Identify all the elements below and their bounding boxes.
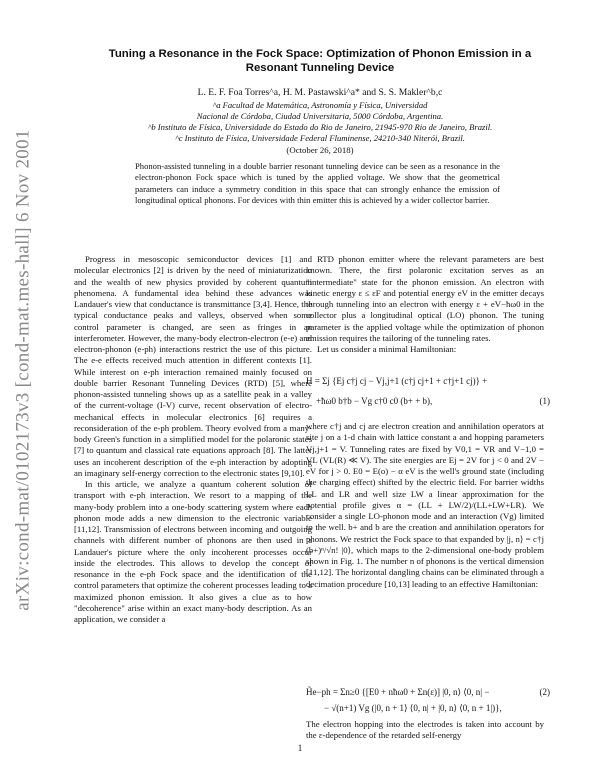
equation-2-line2: − √(n+1) Vg (|0, n + 1⟩ ⟨0, n| + |0, n⟩ ⟨0, n + 1|)},: [324, 703, 502, 713]
equation-1-line1: H = Σj {Ej c†j cj − Vj,j+1 (c†j cj+1 + c†j+1 cj)} +: [306, 376, 488, 386]
equation-1: [306, 375, 550, 415]
right-column-middle: [306, 421, 544, 590]
paper-title: [70, 47, 570, 75]
right-paragraph-1: RTD phonon emitter where the relevant parameters are best known. There, the first polaronic excitation serves as an "intermediate" state for the phonon emission. An electron with kinetic energy ε ≤ εF and potential energy eV in the emitter decays through tunneling into an electron with energy ε + eV−ħω0 in the collector plus a longitudinal optical (LO) phonon. The tuning parameter is the applied voltage while the optimization of phonon emission requires the tailoring of the tunneling rates.: [306, 254, 544, 343]
arxiv-sidebar: [6, 90, 42, 650]
affiliation-a-line2: Nacional de Córdoba, Ciudad Universitaria, 5000 Córdoba, Argentina.: [196, 111, 444, 121]
abstract: Phonon-assisted tunneling in a double barrier resonant tunneling device can be seen as a resonance in the electron-phonon Fock space which is tuned by the applied voltage. We show that the geometrical parameters can induce a symmetry condition in this space that can strongly enhance the emission of longitudinal optical phonons. For devices with thin emitter this is achieved by a wider collector barrier.: [135, 161, 500, 205]
right-paragraph-4: The electron hopping into the electrodes is taken into account by the ε-dependence of the retarded self-energy: [306, 719, 544, 741]
affiliation-a-line1: ^a Facultad de Matemática, Astronomía y Física, Universidad: [212, 100, 428, 110]
right-column-top: [306, 254, 544, 355]
equation-2: [306, 686, 550, 718]
equation-1-number: (1): [539, 396, 550, 406]
affiliation-b: ^b Instituto de Física, Universidade do Estado do Rio de Janeiro, 21945-970 Rio de Janeiro, Brazil.: [147, 122, 493, 132]
affiliation-c: ^c Instituto de Física, Universidade Federal Fluminense, 24210-340 Niterói, Brazil.: [175, 133, 465, 143]
arxiv-identifier: arXiv:cond-mat/0102173v3 [cond-mat.mes-hall] 6 Nov 2001: [13, 129, 34, 611]
equation-2-number: (2): [539, 687, 550, 697]
left-column: [74, 254, 312, 625]
right-paragraph-2: Let us consider a minimal Hamiltonian:: [317, 344, 457, 354]
title-line-1: Tuning a Resonance in the Fock Space: Optimization of Phonon Emission in a: [108, 48, 532, 60]
left-paragraph-1: Progress in mesoscopic semiconductor devices [1] and molecular electronics [2] is driven by the need of miniaturization and the wealth of new physics provided by coherent quantum phenomena. A fundamental idea behind these advances was Landauer's view that conductance is transmittance [3,4]. Hence, the typical conductance peaks and valleys, observed when some control parameter is changed, are seen as fringes in an interferometer. However, the many-body electron-electron (e-e) and electron-phonon (e-ph) interactions restrict the use of this picture. The e-e effects received much attention in different contexts [1]. While interest on e-ph interaction remained mainly focused on double barrier Resonant Tunneling Devices (RTD) [5], where phonon-assisted tunneling shows up as a satellite peak in a valley of the current-voltage (I-V) curve, recent observation of electro-mechanical effects in molecular electronics [6] requires a reconsideration of the e-ph problem. Theory evolved from a many-body Green's function in a simplified model for the polaronic states [7] to quantum and classical rate equations approach [8]. The latter uses an incoherent description of the e-ph interaction by adopting an imaginary self-energy correction to the electronic states [9,10].: [74, 254, 312, 478]
right-column-bottom: [306, 719, 544, 742]
author-list: L. E. F. Foa Torres^a, H. M. Pastawski^a* and S. S. Makler^b,c: [197, 87, 443, 98]
page-number: 1: [297, 743, 303, 753]
left-paragraph-2: In this article, we analyze a quantum coherent solution of transport with e-ph interaction. We resort to a mapping of the many-body problem into a one-body scattering system where each phonon mode adds a new dimension to the electronic variable [11,12]. Transmission of electrons between incoming and outgoing channels with different number of phonons are then used in a Landauer's picture where the only incoherent processes occur inside the electrodes. This allows to develop the concept of resonance in the e-ph Fock space and the identification of the control parameters that optimize the coherent processes leading to a maximized phonon emission. It also gives a clue as to how "decoherence" arise within an exact many-body description. As an application, we consider a: [74, 479, 312, 624]
right-paragraph-3: where c†j and cj are electron creation and annihilation operators at site j on a 1-d chain with lattice constant a and hopping parameters Vj,j+1 = V. Tunneling rates are fixed by V0,1 = VR and V−1,0 = VL (VL(R) ≪ V). The site energies are Ej = 2V for j < 0 and 2V − eV for j > 0. E0 = E(o) − α eV is the well's ground state (including the charging effect) shifted by the electric field. For barrier widths LL and LR and well size LW a linear approximation for the potential profile gives α = (LL + LW/2)/(LL+LW+LR). We consider a single LO-phonon mode and an interaction (Vg) limited to the well. b+ and b are the creation and annihilation operators for phonons. We restrict the Fock space to that expanded by |j, n⟩ = c†j (b+)ⁿ/√n! |0⟩, which maps to the 2-dimensional one-body problem shown in Fig. 1. The number n of phonons is the vertical dimension [11,12]. The horizontal dangling chains can be eliminated through a decimation procedure [10,13] leading to an effective Hamiltonian:: [306, 421, 544, 589]
paper-date: (October 26, 2018): [286, 145, 354, 155]
title-line-2: Resonant Tunneling Device: [245, 62, 395, 74]
equation-2-line1: H̃e−ph = Σn≥0 {[E0 + nħω0 + Σn(ε)] |0, n⟩ ⟨0, n| −: [306, 687, 490, 697]
equation-1-line2: +ħω0 b†b − Vg c†0 c0 (b+ + b),: [316, 396, 433, 406]
